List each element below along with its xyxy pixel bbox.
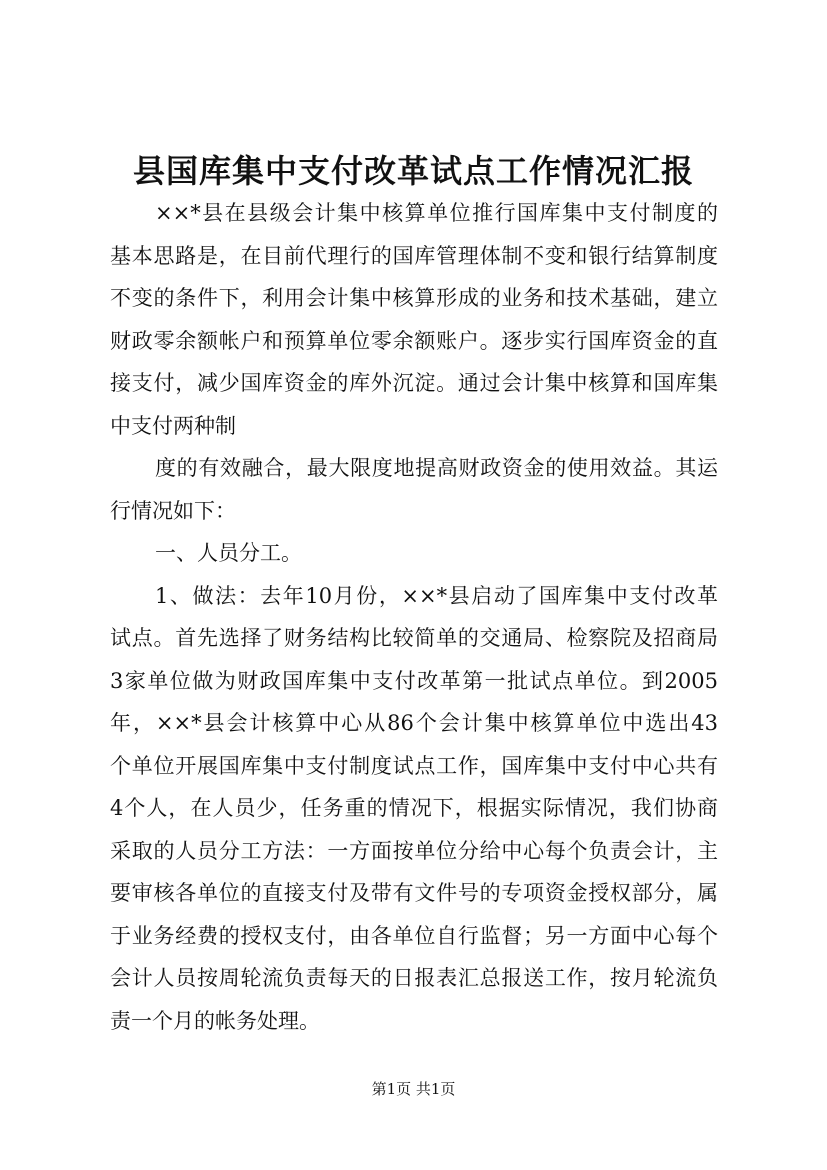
text-line: 于业务经费的授权支付，由各单位自行监督；另一方面中心每个 bbox=[110, 923, 718, 948]
paragraph bbox=[110, 575, 718, 1043]
text-line: 不变的条件下，利用会计集中核算形成的业务和技术基础，建立 bbox=[110, 286, 718, 310]
text-line: 3家单位做为财政国库集中支付改革第一批试点单位。到2005 bbox=[110, 668, 718, 693]
document-title: 县国库集中支付改革试点工作情况汇报 bbox=[132, 152, 694, 190]
text-line: 个单位开展国库集中支付制度试点工作，国库集中支付中心共有 bbox=[110, 753, 718, 778]
text-line: 一、人员分工。 bbox=[155, 541, 302, 565]
page-footer: 第1页 共1页 bbox=[371, 1080, 456, 1098]
text-line: 4个人，在人员少，任务重的情况下，根据实际情况，我们协商 bbox=[110, 796, 718, 820]
text-line: 度的有效融合，最大限度地提高财政资金的使用效益。其运 bbox=[155, 456, 718, 480]
text-line: 要审核各单位的直接支付及带有文件号的专项资金授权部分，属 bbox=[110, 881, 718, 905]
text-line: 1、做法：去年10月份，××*县启动了国库集中支付改革 bbox=[155, 583, 718, 608]
text-line: 会计人员按周轮流负责每天的日报表汇总报送工作，按月轮流负 bbox=[110, 966, 718, 990]
text-line: 年，××*县会计核算中心从86个会计集中核算单位中选出43 bbox=[110, 711, 718, 735]
text-line: 基本思路是，在目前代理行的国库管理体制不变和银行结算制度 bbox=[110, 243, 718, 268]
text-line: 责一个月的帐务处理。 bbox=[110, 1008, 320, 1033]
text-line: 中支付两种制 bbox=[110, 413, 236, 438]
text-line: ××*县在县级会计集中核算单位推行国库集中支付制度的 bbox=[155, 201, 718, 225]
text-line: 采取的人员分工方法：一方面按单位分给中心每个负责会计，主 bbox=[110, 838, 718, 863]
document-body bbox=[110, 192, 718, 1042]
text-line: 试点。首先选择了财务结构比较简单的交通局、检察院及招商局 bbox=[110, 626, 718, 650]
text-line: 财政零余额帐户和预算单位零余额账户。逐步实行国库资金的直 bbox=[110, 328, 718, 353]
paragraph bbox=[110, 192, 718, 447]
paragraph bbox=[110, 532, 718, 575]
paragraph bbox=[110, 447, 718, 532]
text-line: 接支付，减少国库资金的库外沉淀。通过会计集中核算和国库集 bbox=[110, 371, 718, 395]
text-line: 行情况如下： bbox=[110, 498, 236, 523]
